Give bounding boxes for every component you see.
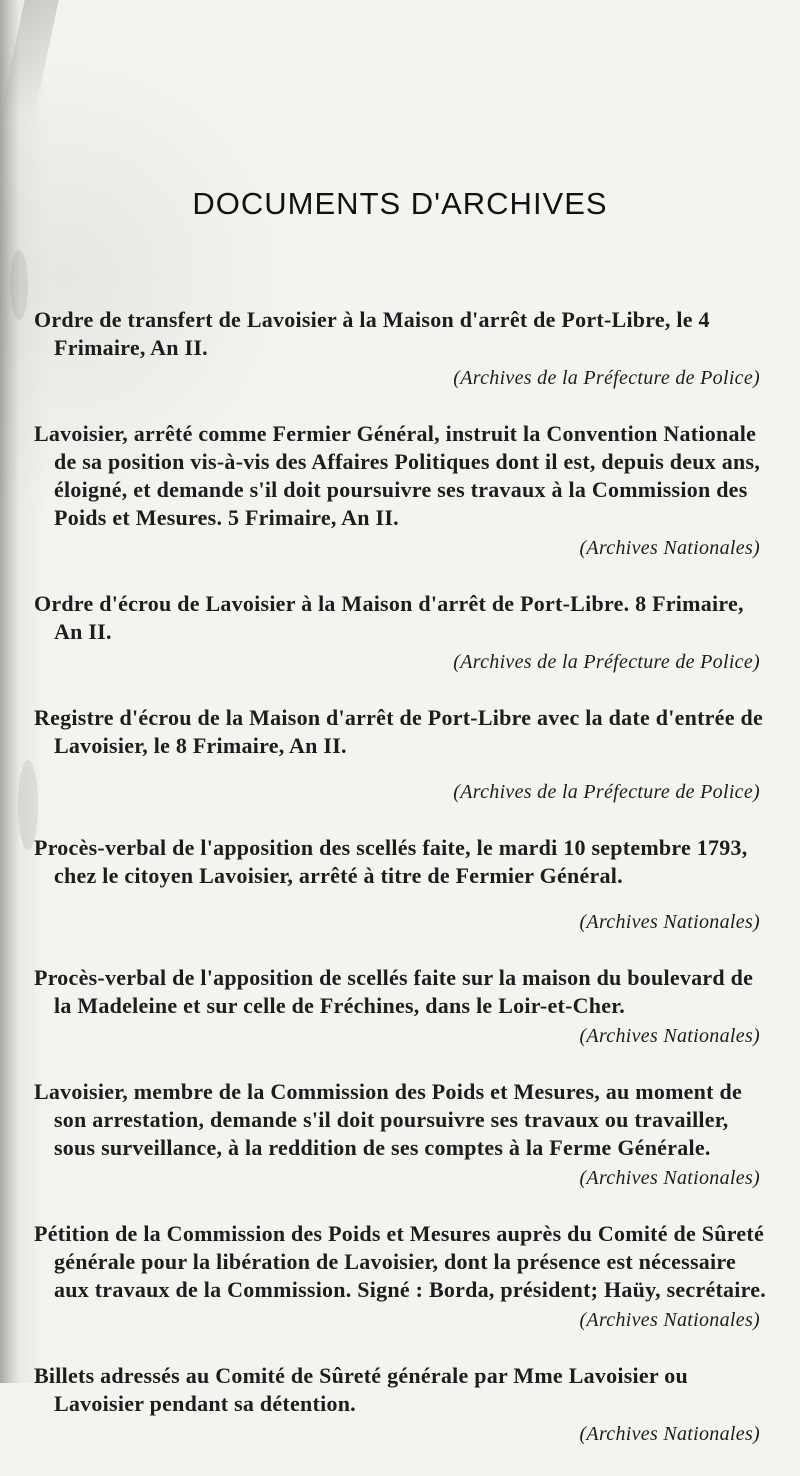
document-title: DOCUMENTS D'ARCHIVES [192,186,608,221]
entry-text: Registre d'écrou de la Maison d'arrêt de Port-Libre avec la date d'entrée de Lavoisier, le 8 Frimaire, An II. [34,705,763,758]
entry-source: (Archives Nationales) [579,911,760,933]
entry-text: Lavoisier, arrêté comme Fermier Général, instruit la Convention Nationale de sa position vis-à-vis des Affaires Politiques dont il est, depuis deux ans, éloigné, et demande s'il doit poursuivre ses travaux à la Commission des Poids et Mesures. 5 Frimaire, An II. [34,421,761,530]
archive-entry-4 [34,704,770,806]
entry-source: (Archives de la Préfecture de Police) [453,367,760,389]
archive-entry-1 [34,306,770,392]
entry-text: Procès-verbal de l'apposition des scellés faite, le mardi 10 septembre 1793, chez le citoyen Lavoisier, arrêté à titre de Fermier Général. [34,835,748,888]
entry-source: (Archives Nationales) [579,1423,760,1445]
entry-text: Lavoisier, membre de la Commission des Poids et Mesures, au moment de son arrestation, demande s'il doit poursuivre ses travaux ou travailler, sous surveillance, à la reddition de ses comptes à la Ferme Générale. [34,1079,742,1160]
entry-source: (Archives de la Préfecture de Police) [453,651,760,673]
archive-entry-7 [34,1078,770,1192]
archive-entry-8 [34,1220,770,1334]
entry-text: Pétition de la Commission des Poids et Mesures auprès du Comité de Sûreté générale pour la libération de Lavoisier, dont la présence est nécessaire aux travaux de la Commission. Signé : Borda, président; Haüy, secrétaire. [34,1221,767,1302]
archive-entry-3 [34,590,770,676]
entry-source: (Archives Nationales) [579,1309,760,1331]
archive-entry-6 [34,964,770,1050]
entry-source: (Archives Nationales) [579,537,760,559]
entry-text: Ordre d'écrou de Lavoisier à la Maison d'arrêt de Port-Libre. 8 Frimaire, An II. [34,591,744,644]
entry-text: Ordre de transfert de Lavoisier à la Maison d'arrêt de Port-Libre, le 4 Frimaire, An II. [34,307,710,360]
archive-entries [34,306,770,1476]
entry-text: Procès-verbal de l'apposition de scellés faite sur la maison du boulevard de la Madeleine et sur celle de Fréchines, dans le Loir-et-Cher. [34,965,754,1018]
entry-source: (Archives de la Préfecture de Police) [453,781,760,803]
archive-entry-2 [34,420,770,562]
entry-source: (Archives Nationales) [579,1025,760,1047]
entry-source: (Archives Nationales) [579,1167,760,1189]
archive-entry-5 [34,834,770,936]
archive-entry-9 [34,1362,770,1448]
entry-text: Billets adressés au Comité de Sûreté générale par Mme Lavoisier ou Lavoisier pendant sa détention. [34,1363,689,1416]
